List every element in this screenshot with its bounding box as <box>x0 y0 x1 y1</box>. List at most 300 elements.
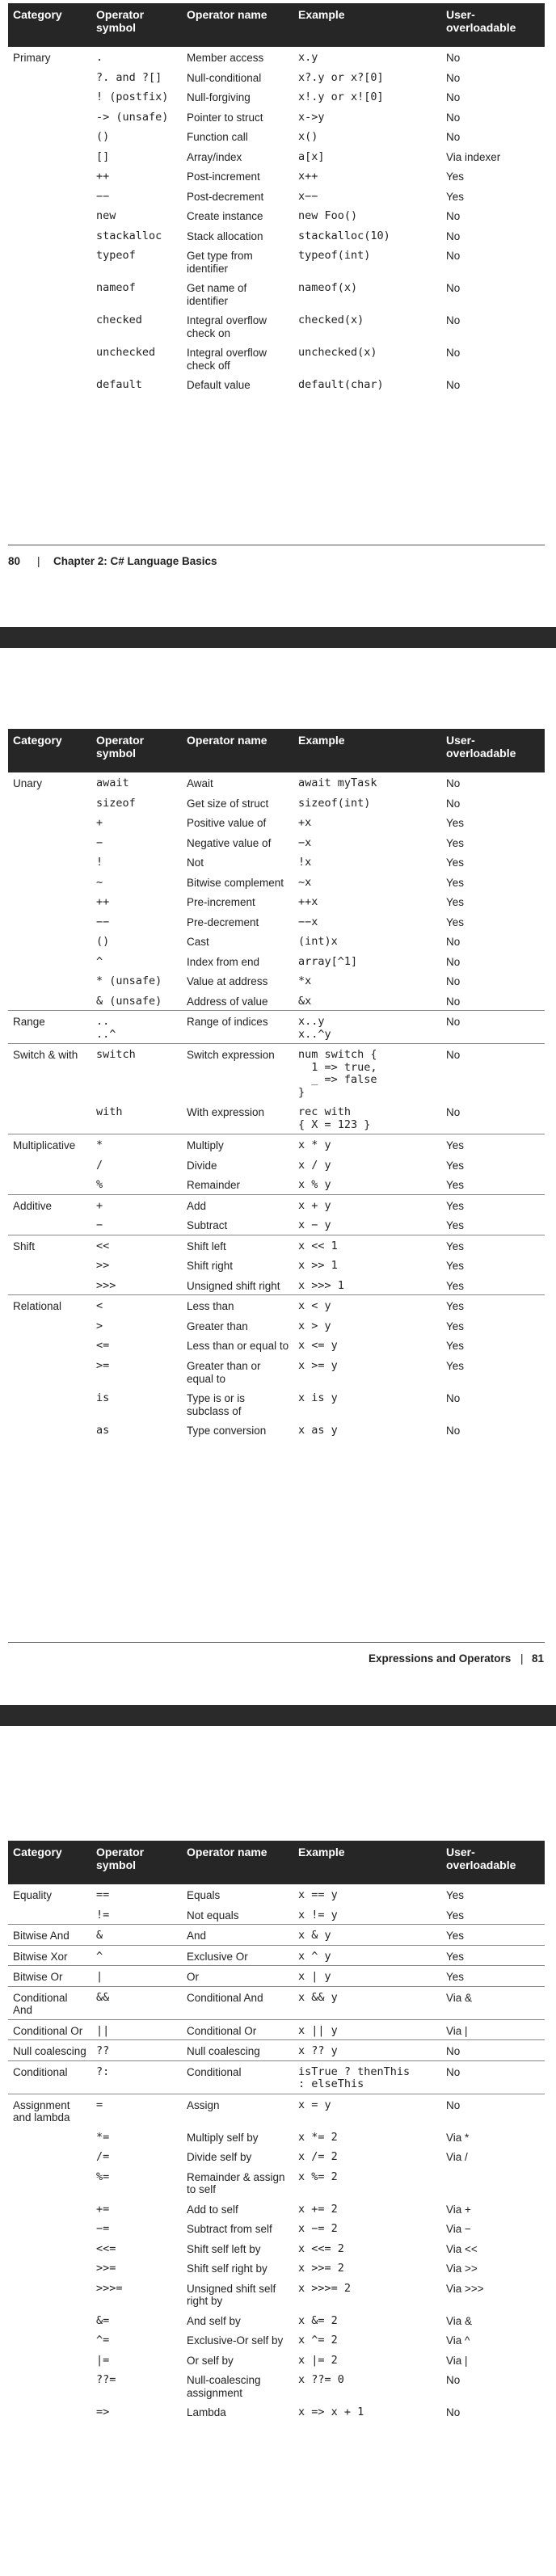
table-row <box>8 2278 545 2310</box>
operator-symbol-cell: ?: <box>96 2065 110 2078</box>
header-operator-name: Operator name <box>182 3 293 47</box>
example-cell: x * y <box>298 1139 331 1152</box>
operator-name-cell: Remainder & assign to self <box>187 2170 285 2196</box>
overloadable-cell: Yes <box>446 857 465 869</box>
operator-name-cell: Exclusive-Or self by <box>187 2334 284 2347</box>
category-cell <box>8 793 91 813</box>
overloadable-cell: No <box>446 131 461 144</box>
table-row <box>8 970 545 991</box>
operator-name-cell: Positive value of <box>187 817 267 830</box>
example-cell: x->y <box>298 110 325 124</box>
table-row <box>8 1925 545 1946</box>
table-row <box>8 852 545 872</box>
table-row <box>8 832 545 852</box>
category-cell <box>8 1355 91 1387</box>
overloadable-cell: No <box>446 1049 461 1062</box>
overloadable-cell: Via & <box>446 2314 473 2327</box>
operator-symbol-cell: |= <box>96 2353 110 2367</box>
overloadable-cell: Yes <box>446 1179 465 1192</box>
operator-name-cell: Range of indices <box>187 1016 268 1029</box>
category-cell <box>8 852 91 872</box>
overloadable-cell: No <box>446 2045 461 2058</box>
overloadable-cell: No <box>446 995 461 1008</box>
operator-name-cell: Greater than <box>187 1320 248 1332</box>
table-row <box>8 2258 545 2278</box>
operator-symbol-cell: () <box>96 130 110 144</box>
operator-symbol-cell: & (unsafe) <box>96 994 162 1008</box>
operator-symbol-cell: <<= <box>96 2241 116 2255</box>
overloadable-cell: No <box>446 229 461 242</box>
header-user-overloadable: User-overloadable <box>441 729 545 772</box>
operator-symbol-cell: () <box>96 935 110 949</box>
operator-name-cell: Less than <box>187 1300 234 1313</box>
example-cell: x /= 2 <box>298 2150 338 2164</box>
operator-name-cell: Post-decrement <box>187 190 264 203</box>
operator-name-cell: Type is or is subclass of <box>187 1392 246 1417</box>
operator-symbol-cell: >>= <box>96 2262 116 2275</box>
operator-name-cell: Not <box>187 857 204 869</box>
table-row <box>8 2238 545 2258</box>
example-cell: array[^1] <box>298 954 358 968</box>
book-page-82 <box>0 1737 556 2576</box>
example-cell: &x <box>298 994 312 1008</box>
example-cell: checked(x) <box>298 314 364 327</box>
overloadable-cell: No <box>446 111 461 124</box>
overloadable-cell: Via / <box>446 2151 468 2164</box>
category-cell <box>8 225 91 246</box>
table-header <box>8 1841 545 1884</box>
category-cell: Conditional <box>13 2065 68 2078</box>
operator-symbol-cell: −− <box>96 915 110 928</box>
example-cell: x != y <box>298 1908 338 1921</box>
table-row <box>8 1275 545 1295</box>
overloadable-cell: No <box>446 347 461 360</box>
overloadable-cell: No <box>446 250 461 263</box>
header-operator-symbol: Operator symbol <box>91 1841 182 1884</box>
category-cell: Null coalescing <box>13 2045 86 2058</box>
operator-symbol-cell: / <box>96 1158 103 1172</box>
category-cell: Bitwise Xor <box>13 1950 68 1963</box>
example-cell: x <<= 2 <box>298 2241 344 2255</box>
header-category: Category <box>8 729 91 772</box>
table-row <box>8 2401 545 2422</box>
example-cell: x > y <box>298 1319 331 1332</box>
example-cell: x >> 1 <box>298 1259 338 1273</box>
operator-symbol-cell: <= <box>96 1339 110 1353</box>
overloadable-cell: Via − <box>446 2223 471 2236</box>
operator-name-cell: Negative value of <box>187 836 272 849</box>
table-row <box>8 1905 545 1925</box>
overloadable-cell: No <box>446 936 461 949</box>
example-cell: x == y <box>298 1888 338 1901</box>
category-cell <box>8 2369 91 2401</box>
example-cell: x ??= 0 <box>298 2373 344 2387</box>
overloadable-cell: Via * <box>446 2131 470 2144</box>
overloadable-cell: No <box>446 797 461 810</box>
overloadable-cell: Via indexer <box>446 150 501 163</box>
operator-name-cell: Default value <box>187 379 251 392</box>
table-row <box>8 1295 545 1315</box>
table-row <box>8 2146 545 2166</box>
example-cell: *x <box>298 974 312 988</box>
category-cell <box>8 1255 91 1275</box>
page-divider <box>0 1705 556 1726</box>
overloadable-cell: Via & <box>446 1991 473 2004</box>
operator-name-cell: Null coalescing <box>187 2045 260 2058</box>
operator-symbol-cell: . <box>96 51 103 64</box>
table-row <box>8 1194 545 1214</box>
table-row <box>8 309 545 342</box>
category-cell <box>8 832 91 852</box>
category-cell <box>8 309 91 342</box>
operator-name-cell: Get name of identifier <box>187 282 247 307</box>
table-header <box>8 3 545 47</box>
overloadable-cell: No <box>446 1106 461 1119</box>
overloadable-cell: Yes <box>446 1971 465 1984</box>
overloadable-cell: No <box>446 210 461 223</box>
example-cell: ++x <box>298 895 318 909</box>
category-cell <box>8 374 91 394</box>
operators-table-unary-relational <box>8 729 545 1440</box>
operator-name-cell: Lambda <box>187 2406 226 2419</box>
page-number: 81 <box>532 1652 545 1665</box>
operator-name-cell: Equals <box>187 1889 221 1901</box>
operator-symbol-cell: unchecked <box>96 346 156 360</box>
category-cell <box>8 2127 91 2147</box>
header-user-overloadable: User-overloadable <box>441 3 545 47</box>
operator-symbol-cell: ++ <box>96 170 110 183</box>
operator-name-cell: Await <box>187 777 213 789</box>
header-operator-symbol: Operator symbol <box>91 3 182 47</box>
operators-table-primary <box>8 3 545 394</box>
overloadable-cell: No <box>446 975 461 988</box>
operator-symbol-cell: −= <box>96 2222 110 2236</box>
table-row <box>8 812 545 832</box>
table-row <box>8 991 545 1011</box>
table-row <box>8 126 545 146</box>
operator-name-cell: Shift self left by <box>187 2242 261 2255</box>
table-row <box>8 1355 545 1387</box>
example-cell: typeof(int) <box>298 249 371 263</box>
category-cell <box>8 2310 91 2330</box>
operator-name-cell: Subtract from self <box>187 2223 272 2236</box>
operator-symbol-cell: *= <box>96 2130 110 2144</box>
category-cell <box>8 107 91 127</box>
operator-symbol-cell: = <box>96 2098 103 2111</box>
overloadable-cell: Yes <box>446 1300 465 1313</box>
operator-symbol-cell: < <box>96 1299 103 1313</box>
category-cell: Bitwise Or <box>13 1971 63 1984</box>
operator-symbol-cell: ~ <box>96 875 103 889</box>
operator-symbol-cell: .. ..^ <box>96 1015 116 1041</box>
table-row <box>8 1884 545 1905</box>
overloadable-cell: Yes <box>446 896 465 909</box>
table-row <box>8 67 545 87</box>
category-cell <box>8 2218 91 2238</box>
category-cell <box>8 1174 91 1194</box>
operator-symbol-cell: await <box>96 777 129 789</box>
example-cell: x is y <box>298 1391 338 1405</box>
example-cell: x ^ y <box>298 1949 331 1963</box>
operator-symbol-cell: << <box>96 1239 110 1252</box>
operator-symbol-cell: + <box>96 816 103 830</box>
operator-name-cell: Integral overflow check off <box>187 347 267 372</box>
overloadable-cell: Yes <box>446 876 465 889</box>
category-cell <box>8 1101 91 1134</box>
table-row <box>8 166 545 186</box>
operator-name-cell: Unsigned shift right <box>187 1279 280 1292</box>
operator-symbol-cell: * (unsafe) <box>96 974 162 988</box>
table-row <box>8 186 545 206</box>
example-cell: x() <box>298 130 318 144</box>
operator-name-cell: Shift left <box>187 1240 226 1252</box>
table-row <box>8 1420 545 1440</box>
operator-name-cell: Unsigned shift self right by <box>187 2282 276 2308</box>
example-cell: x >= y <box>298 1358 338 1372</box>
example-cell: rec with { X = 123 } <box>298 1105 371 1131</box>
operator-symbol-cell: >= <box>96 1358 110 1372</box>
operator-symbol-cell: % <box>96 1178 103 1192</box>
operator-symbol-cell: − <box>96 1219 103 1232</box>
operator-name-cell: Get type from identifier <box>187 250 253 275</box>
category-cell <box>8 126 91 146</box>
operator-symbol-cell: &= <box>96 2313 110 2327</box>
example-cell: x < y <box>298 1299 331 1313</box>
table-row <box>8 205 545 225</box>
overloadable-cell: No <box>446 282 461 295</box>
example-cell: x % y <box>298 1178 331 1192</box>
header-example: Example <box>293 729 441 772</box>
table-row <box>8 872 545 892</box>
category-cell: Multiplicative <box>13 1139 76 1152</box>
operator-name-cell: Conditional <box>187 2065 242 2078</box>
table-row <box>8 1966 545 1987</box>
overloadable-cell: Via | <box>446 2024 468 2037</box>
table-row <box>8 1214 545 1235</box>
table-row <box>8 2127 545 2147</box>
operator-symbol-cell: == <box>96 1888 110 1901</box>
operator-symbol-cell: != <box>96 1908 110 1921</box>
table-row <box>8 951 545 971</box>
example-cell: (int)x <box>298 935 338 949</box>
overloadable-cell: Yes <box>446 1279 465 1292</box>
overloadable-cell: Yes <box>446 1240 465 1252</box>
category-cell <box>8 1155 91 1175</box>
example-cell: x++ <box>298 170 318 183</box>
category-cell <box>8 86 91 107</box>
overloadable-cell: Via >>> <box>446 2282 484 2295</box>
operator-symbol-cell: += <box>96 2202 110 2216</box>
table-row <box>8 931 545 951</box>
table-row <box>8 891 545 911</box>
operator-name-cell: Switch expression <box>187 1049 275 1062</box>
example-cell: x = y <box>298 2098 331 2111</box>
overloadable-cell: Yes <box>446 915 465 928</box>
operator-symbol-cell: ! <box>96 856 103 869</box>
category-cell <box>8 1315 91 1336</box>
overloadable-cell: Yes <box>446 1889 465 1901</box>
header-user-overloadable: User-overloadable <box>441 1841 545 1884</box>
header-operator-symbol: Operator symbol <box>91 729 182 772</box>
header-example: Example <box>293 1841 441 1884</box>
operator-symbol-cell: >>>= <box>96 2281 123 2295</box>
overloadable-cell: No <box>446 777 461 789</box>
example-cell: x & y <box>298 1929 331 1943</box>
operator-name-cell: Null-forgiving <box>187 91 251 104</box>
example-cell: num switch { 1 => true, _ => false } <box>298 1048 377 1099</box>
page-divider <box>0 627 556 648</box>
operator-symbol-cell: −− <box>96 189 110 203</box>
example-cell: x >>> 1 <box>298 1278 344 1292</box>
operator-name-cell: Multiply <box>187 1139 224 1152</box>
table-row <box>8 1387 545 1420</box>
operators-table-equality-assignment <box>8 1841 545 2422</box>
category-cell <box>8 1214 91 1235</box>
table-row <box>8 793 545 813</box>
overloadable-cell: Yes <box>446 1930 465 1943</box>
overloadable-cell: No <box>446 2406 461 2419</box>
overloadable-cell: Via << <box>446 2242 478 2255</box>
example-cell: x *= 2 <box>298 2130 338 2144</box>
example-cell: x..y x..^y <box>298 1015 331 1041</box>
overloadable-cell: Yes <box>446 1909 465 1921</box>
overloadable-cell: No <box>446 955 461 968</box>
operator-symbol-cell: %= <box>96 2170 110 2183</box>
header-example: Example <box>293 3 441 47</box>
overloadable-cell: No <box>446 379 461 392</box>
category-cell <box>8 166 91 186</box>
table-row <box>8 146 545 166</box>
operator-symbol-cell: typeof <box>96 249 136 263</box>
category-cell <box>8 812 91 832</box>
table-row <box>8 1315 545 1336</box>
example-cell: x ^= 2 <box>298 2334 338 2347</box>
operator-symbol-cell: + <box>96 1198 103 1212</box>
example-cell: x −= 2 <box>298 2222 338 2236</box>
category-cell <box>8 2258 91 2278</box>
example-cell: nameof(x) <box>298 281 358 295</box>
category-cell <box>8 1420 91 1440</box>
overloadable-cell <box>441 2166 545 2199</box>
overloadable-cell: No <box>446 71 461 84</box>
operator-name-cell: With expression <box>187 1106 265 1119</box>
operator-name-cell: Add <box>187 1199 207 1212</box>
operator-symbol-cell: => <box>96 2406 110 2419</box>
operator-name-cell: Less than or equal to <box>187 1340 289 1353</box>
operator-name-cell: And self by <box>187 2314 241 2327</box>
overloadable-cell: Yes <box>446 1320 465 1332</box>
header-operator-name: Operator name <box>182 1841 293 1884</box>
example-cell: x %= 2 <box>298 2170 338 2183</box>
operator-name-cell: Or self by <box>187 2354 234 2367</box>
category-cell <box>8 872 91 892</box>
category-cell <box>8 1387 91 1420</box>
operator-symbol-cell: ++ <box>96 895 110 909</box>
operator-name-cell: Divide self by <box>187 2151 252 2164</box>
operator-name-cell: Divide <box>187 1159 217 1172</box>
operator-symbol-cell: || <box>96 2023 110 2037</box>
overloadable-cell: Yes <box>446 1950 465 1963</box>
overloadable-cell: Yes <box>446 836 465 849</box>
page-footer <box>8 545 545 570</box>
table-row <box>8 1011 545 1044</box>
table-row <box>8 772 545 793</box>
category-cell <box>8 2166 91 2199</box>
operator-symbol-cell: with <box>96 1105 123 1119</box>
table-row <box>8 225 545 246</box>
operator-name-cell: Not equals <box>187 1909 239 1921</box>
example-cell: ~x <box>298 875 312 889</box>
example-cell: x >>>= 2 <box>298 2281 352 2295</box>
category-cell: Shift <box>13 1240 36 1252</box>
operator-name-cell: Value at address <box>187 975 268 988</box>
category-cell: Relational <box>13 1300 62 1313</box>
example-cell: x += 2 <box>298 2202 338 2216</box>
operator-symbol-cell: ?. and ?[] <box>96 70 162 84</box>
operator-symbol-cell: ^ <box>96 954 103 968</box>
category-cell <box>8 2199 91 2219</box>
table-row <box>8 374 545 394</box>
book-page-81 <box>0 655 556 1665</box>
table-row <box>8 47 545 67</box>
overloadable-cell: Yes <box>446 1199 465 1212</box>
operator-symbol-cell: switch <box>96 1048 136 1062</box>
operator-name-cell: Index from end <box>187 955 260 968</box>
example-cell: x / y <box>298 1158 331 1172</box>
operator-name-cell: Pointer to struct <box>187 111 263 124</box>
operator-symbol-cell: sizeof <box>96 796 136 810</box>
category-cell: Range <box>13 1016 45 1029</box>
example-cell: x as y <box>298 1424 338 1437</box>
table-row <box>8 1044 545 1102</box>
example-cell: x?.y or x?[0] <box>298 70 384 84</box>
operator-name-cell: Multiply self by <box>187 2131 259 2144</box>
operator-name-cell: Shift self right by <box>187 2262 267 2275</box>
category-cell <box>8 2146 91 2166</box>
overloadable-cell: Via ^ <box>446 2334 470 2347</box>
overloadable-cell: No <box>446 314 461 327</box>
example-cell: x && y <box>298 1990 338 2004</box>
table-row <box>8 86 545 107</box>
operator-name-cell: Greater than or equal to <box>187 1359 261 1385</box>
page-footer <box>8 1642 545 1667</box>
example-cell: x + y <box>298 1198 331 1212</box>
example-cell: x &= 2 <box>298 2313 338 2327</box>
category-cell <box>8 342 91 374</box>
operator-symbol-cell: as <box>96 1424 110 1437</box>
example-cell: x.y <box>298 51 318 64</box>
category-cell: Switch & with <box>13 1049 78 1062</box>
operator-symbol-cell: default <box>96 378 142 392</box>
table-row <box>8 1986 545 2019</box>
category-cell <box>8 1335 91 1355</box>
table-row <box>8 1134 545 1155</box>
overloadable-cell: No <box>446 1016 461 1029</box>
operator-name-cell: Integral overflow check on <box>187 314 267 339</box>
operator-name-cell: Null-coalescing assignment <box>187 2374 261 2399</box>
example-cell: −−x <box>298 915 318 928</box>
operator-name-cell: Address of value <box>187 995 268 1008</box>
overloadable-cell: No <box>446 1425 461 1437</box>
table-row <box>8 2199 545 2219</box>
overloadable-cell: Yes <box>446 170 465 183</box>
example-cell: −x <box>298 836 312 849</box>
operator-symbol-cell: ^= <box>96 2334 110 2347</box>
category-cell: Conditional Or <box>13 2024 83 2037</box>
table-header <box>8 729 545 772</box>
example-cell: x ?? y <box>298 2044 338 2058</box>
operator-symbol-cell: * <box>96 1139 103 1152</box>
